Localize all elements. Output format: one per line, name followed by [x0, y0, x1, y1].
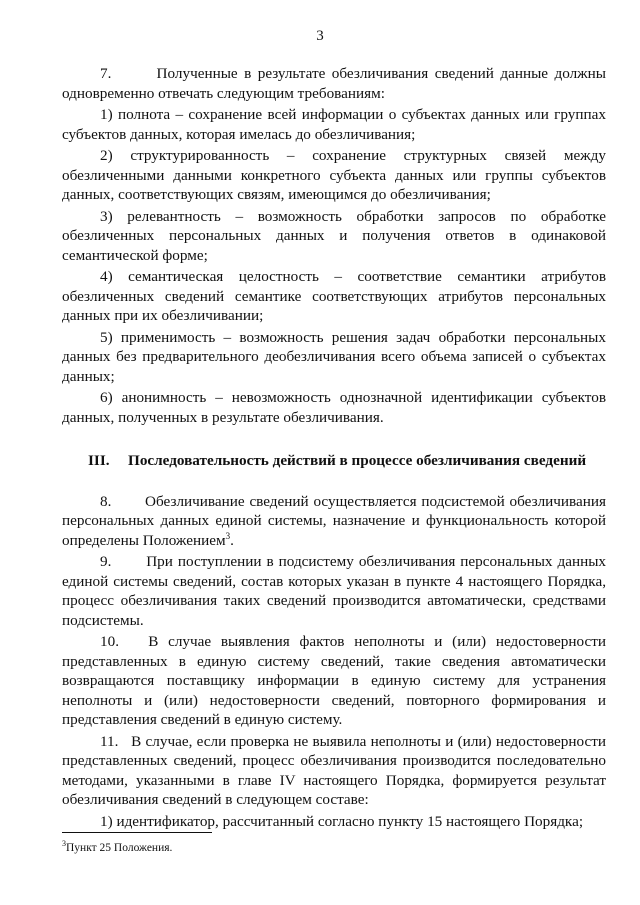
list-item: 1) идентификатор, рассчитанный согласно пункту 15 настоящего Порядка; [100, 812, 584, 830]
paragraph-number: 8. [100, 492, 112, 510]
paragraph-text: При поступлении в подсистему обезличивания персональных данных единой системы сведений, состав которых указан в пункте 4 настоящего Порядка, процесс обезличивания таких сведений производится автоматически, средствами подсистемы. [62, 553, 606, 629]
footnote-separator [62, 832, 212, 833]
footnote [62, 839, 173, 854]
paragraph-text: В случае выявления фактов неполноты и (или) недостоверности представленных в единую систему сведений, такие сведения автоматически возвращаются поставщику информации в единую систему для устранения неполноты и (или) недостоверности сведений, повторного формирования и представления сведений в единую систему. [62, 633, 607, 728]
section-heading [62, 451, 606, 471]
paragraph-10 [62, 632, 606, 730]
paragraph-8 [62, 492, 606, 551]
footnote-reference: 3 [225, 530, 231, 541]
list-item: 6) анонимность – невозможность однозначной идентификации субъектов данных, полученных в результате обезличивания. [62, 389, 606, 426]
paragraph-text: Полученные в результате обезличивания сведений данные должны одновременно отвечать следующим требованиям: [62, 65, 607, 102]
paragraph-text: Обезличивание сведений осуществляется подсистемой обезличивания персональных данных единой системы, назначение и функциональность которой определены Положением [62, 492, 606, 549]
paragraph-number: 7. [100, 65, 112, 82]
document-body [62, 64, 606, 831]
section-title: Последовательность действий в процессе обезличивания сведений [128, 452, 587, 469]
paragraph-7 [62, 64, 606, 103]
paragraph-end: . [230, 531, 234, 549]
list-item: 3) релевантность – возможность обработки запросов по обработке обезличенных персональных данных и получения ответов в одинаковой семантической форме; [62, 207, 606, 264]
footnote-text: Пункт 25 Положения. [66, 842, 173, 854]
paragraph-11 [62, 732, 606, 810]
list-item: 1) полнота – сохранение всей информации о субъектах данных или группах субъектов данных, которая имелась до обезличивания; [62, 106, 606, 143]
paragraph-9 [62, 552, 606, 630]
list-item: 5) применимость – возможность решения задач обработки персональных данных без предварительного деобезличивания всего объема записей о субъектах данных; [62, 328, 606, 385]
footnote-mark: 3 [62, 839, 66, 849]
list-item: 2) структурированность – сохранение структурных связей между обезличенными данными конкретного субъекта данных или группы субъектов данных, соответствующих связям, имеющимся до обезличивания; [62, 147, 606, 203]
paragraph-number: 9. [100, 553, 112, 570]
page-number: 3 [316, 28, 324, 44]
list-item: 4) семантическая целостность – соответствие семантики атрибутов обезличенных сведений семантике соответствующих атрибутов персональных данных при их обезличивании; [62, 268, 606, 324]
section-number: III. [88, 452, 110, 469]
paragraph-text: В случае, если проверка не выявила неполноты и (или) недостоверности представленных сведений, процесс обезличивания производится последовательно методами, указанными в главе IV настоящего Порядка, формируется результат обезличивания сведений в следующем составе: [62, 732, 606, 808]
paragraph-number: 10. [100, 633, 119, 650]
paragraph-number: 11. [100, 732, 119, 750]
